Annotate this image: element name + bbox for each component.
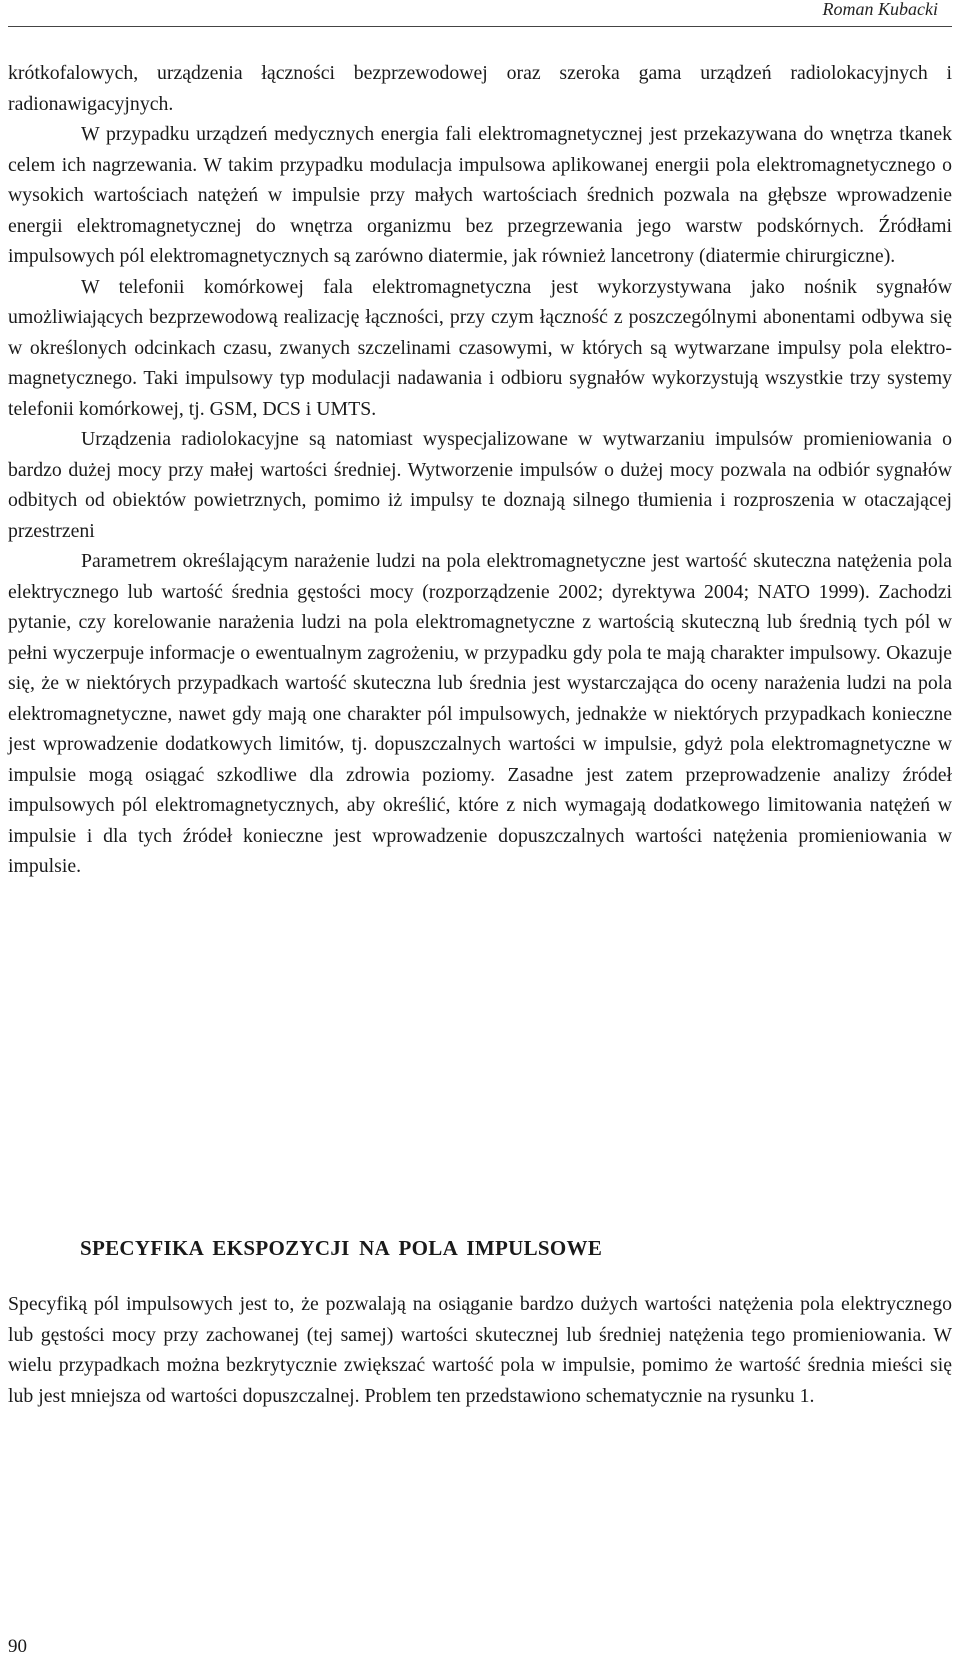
paragraph-4: Urządzenia radiolokacyjne są natomiast wyspecjalizowane w wytwarzaniu impulsów promieniowania o bardzo dużej mocy przy małej wartości średniej. Wytworzenie impulsów o dużej mocy pozwala na odbiór sygnałów odbitych od obiektów powietrznych, pomimo iż impulsy te doznają silnego tłumienia i rozproszenia w otaczającej przestrzeni: [8, 428, 952, 542]
paragraph-2: W przypadku urządzeń medycznych energia fali elektromagnetycznej jest przekazywana do wnętrza tkanek celem ich nagrzewania. W takim przypadku modulacja impulsowa aplikowanej energii pola elektromagnetycznego o wysokich wartościach natężeń w impulsie przy małych wartościach średnich pozwala na głębsze wprowadzenie energii elektromagnetycznej do wnętrza organizmu bez przegrzewania jego warstw podskórnych. Źródłami impulsowych pól elektromagnetycznych są zarówno diatermie, jak również lancetrony (diatermie chirurgiczne).: [8, 123, 952, 267]
paragraph-5: Parametrem określającym narażenie ludzi na pola elektromagnetyczne jest wartość skuteczna natężenia pola elektrycznego lub wartość średnia gęstości mocy (rozporządzenie 2002; dyrektywa 2004; NATO 1999). Zachodzi pytanie, czy korelowanie narażenia ludzi na pola elektromagnetyczne z wartością skuteczną lub średnią tych pól w pełni wyczerpuje informacje o ewentualnym zagrożeniu, w przypadku gdy pola te mają charakter impulsowy. Okazuje się, że w niektórych przypadkach wartość skuteczna lub średnia jest wystarczająca do oceny narażenia ludzi na pola elektromagnetyczne, nawet gdy mają one charakter pól impulsowych, jednakże w niektórych przypadkach konieczne jest wprowadzenie dodatkowych limitów, tj. dopuszczalnych wartości w impulsie, gdyż pola elektromagnetyczne w impulsie mogą osiągać szkodliwe dla zdrowia poziomy. Zasadne jest zatem przeprowadzenie analizy źródeł impulsowych pól elektromagnetycznych, aby określić, które z nich wymagają dodatkowego limitowania natężeń w impulsie i dla tych źródeł konieczne jest wprowadzenie dopuszczalnych wartości natężenia promieniowania w impulsie.: [8, 550, 952, 877]
paragraph-1: krótkofalowych, urządzenia łączności bezprzewodowej oraz szeroka gama urządzeń radiolokacyjnych i radionawigacyjnych.: [8, 62, 952, 115]
section-paragraph: Specyfiką pól impulsowych jest to, że pozwalają na osiąganie bardzo dużych wartości natężenia pola elektrycznego lub gęstości mocy przy zachowanej (tej samej) wartości skutecznej lub średniej natężenia tego promieniowania. W wielu przypadkach można bezkrytycznie zwiększać wartość pola w impulsie, pomimo że wartość średnia mieści się lub jest mniejsza od wartości dopuszczalnej. Problem ten przedstawiono schematycznie na rysunku 1.: [8, 1293, 952, 1407]
page-number: 90: [8, 1636, 27, 1657]
paragraph-3: W telefonii komórkowej fala elektromagnetyczna jest wykorzystywana jako nośnik sygnałów umożliwiających bezprzewodową realizację łączności, przy czym łączność z poszczególnymi abonentami odbywa się w określonych odcinkach czasu, zwanych szczelinami czasowymi, w których są wytwarzane impulsy pola elektromagnetycznego. Taki impulsowy typ modulacji nadawania i odbioru sygnałów wykorzystują wszystkie trzy systemy telefonii komórkowej, tj. GSM, DCS i UMTS.: [8, 275, 952, 420]
running-header-author: Roman Kubacki: [822, 0, 938, 19]
header-rule: [8, 26, 952, 27]
section-body: [8, 1289, 952, 1411]
section-heading: SPECYFIKA EKSPOZYCJI NA POLA IMPULSOWE: [80, 1236, 603, 1260]
body-text: [8, 58, 952, 882]
